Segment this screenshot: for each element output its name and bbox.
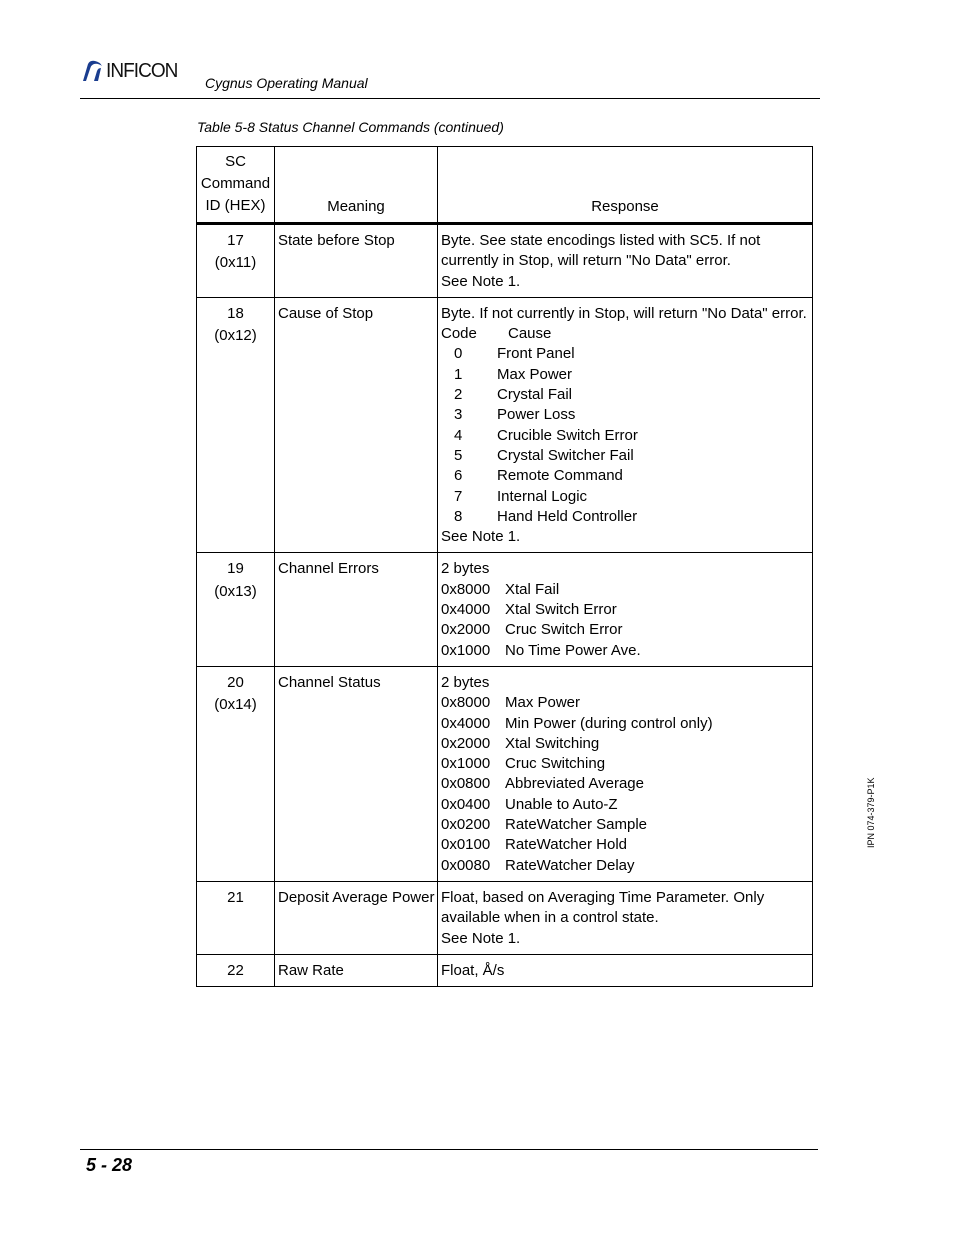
table-caption: Table 5-8 Status Channel Commands (continued) <box>197 119 504 135</box>
response-note: See Note 1. <box>441 528 521 546</box>
command-id-cell <box>197 297 275 553</box>
bit-item: 0x0080 RateWatcher Delay <box>441 856 635 874</box>
manual-title: Cygnus Operating Manual <box>205 75 368 91</box>
table-row <box>197 954 813 986</box>
response-text: Byte. See state encodings listed with SC5. If not currently in Stop, will return "No Data" error. <box>441 232 761 270</box>
bit-item: 0x2000 Cruc Switch Error <box>441 621 623 639</box>
meaning-cell: Channel Status <box>275 666 438 881</box>
command-id-cell <box>197 553 275 666</box>
meaning-cell: State before Stop <box>275 224 438 298</box>
column-header-meaning: Meaning <box>275 147 438 224</box>
bit-item: 0x1000 No Time Power Ave. <box>441 641 641 659</box>
bit-item: 0x0400 Unable to Auto-Z <box>441 795 618 813</box>
brand-name: INFICON <box>106 60 178 82</box>
command-id: 19 <box>227 560 244 578</box>
column-header-id-line: Command <box>200 175 271 192</box>
command-hex: (0x11) <box>214 254 257 272</box>
meaning-cell: Cause of Stop <box>275 297 438 553</box>
status-channel-commands-table <box>196 146 813 987</box>
response-text: Float, based on Averaging Time Parameter. Only available when in a control state. <box>441 888 765 927</box>
command-id-cell <box>197 954 275 986</box>
command-id: 17 <box>227 232 244 249</box>
command-id-cell <box>197 666 275 881</box>
bit-item: 0x4000 Min Power (during control only) <box>441 714 713 732</box>
inficon-swoosh-icon <box>80 60 104 82</box>
bit-item: 0x8000 Xtal Fail <box>441 580 560 598</box>
ipn-side-label: IPN 074-379-P1K <box>866 777 876 848</box>
command-id: 20 <box>227 673 244 691</box>
response-note: See Note 1. <box>441 272 521 290</box>
cause-item: 1 Max Power <box>454 365 573 383</box>
command-hex: (0x14) <box>214 696 257 714</box>
response-cell <box>438 666 813 881</box>
table-row <box>197 224 813 298</box>
bit-item: 0x8000 Max Power <box>441 694 581 712</box>
response-cell <box>438 954 813 986</box>
meaning-cell: Raw Rate <box>275 954 438 986</box>
page-number: 5 - 28 <box>86 1155 133 1175</box>
column-header-id-line: SC <box>225 153 246 170</box>
command-id-cell <box>197 224 275 298</box>
bit-item: 0x0100 RateWatcher Hold <box>441 836 627 854</box>
cause-item: 7 Internal Logic <box>454 487 588 505</box>
command-id: 22 <box>227 961 244 979</box>
response-note: See Note 1. <box>441 929 521 947</box>
command-hex: (0x13) <box>214 582 257 600</box>
footer-divider <box>80 1149 818 1150</box>
command-id-cell <box>197 881 275 954</box>
inficon-logo <box>80 59 181 83</box>
bit-item: 0x0800 Abbreviated Average <box>441 775 644 793</box>
command-hex: (0x12) <box>214 327 257 345</box>
column-header-response: Response <box>438 147 813 224</box>
bit-item: 0x4000 Xtal Switch Error <box>441 601 617 619</box>
meaning-cell: Deposit Average Power <box>275 881 438 954</box>
table-row <box>197 881 813 954</box>
cause-item: 8 Hand Held Controller <box>454 507 638 525</box>
command-id: 18 <box>227 304 244 322</box>
cause-item: 3 Power Loss <box>454 406 576 424</box>
bit-item: 0x2000 Xtal Switching <box>441 734 600 752</box>
meaning-cell: Channel Errors <box>275 553 438 666</box>
cause-header: Code Cause <box>441 325 552 343</box>
header-divider <box>80 98 820 99</box>
cause-item: 6 Remote Command <box>454 467 623 485</box>
command-id: 21 <box>227 888 244 906</box>
cause-item: 2 Crystal Fail <box>454 386 573 404</box>
response-cell <box>438 297 813 553</box>
bit-item: 0x1000 Cruc Switching <box>441 755 606 773</box>
response-text: Float, Å/s <box>441 961 505 979</box>
response-cell <box>438 224 813 298</box>
table-row <box>197 297 813 553</box>
column-header-id <box>197 147 275 224</box>
cause-item: 4 Crucible Switch Error <box>454 426 638 444</box>
response-text: 2 bytes <box>441 673 490 691</box>
column-header-id-line: ID (HEX) <box>205 197 266 214</box>
response-text: Byte. If not currently in Stop, will return "No Data" error. <box>441 304 807 322</box>
table-row <box>197 666 813 881</box>
response-cell <box>438 881 813 954</box>
table-row <box>197 553 813 666</box>
response-cell <box>438 553 813 666</box>
cause-item: 0 Front Panel <box>454 345 575 363</box>
bit-item: 0x0200 RateWatcher Sample <box>441 816 648 834</box>
response-text: 2 bytes <box>441 560 490 578</box>
table-header-row <box>197 147 813 224</box>
cause-item: 5 Crystal Switcher Fail <box>454 446 634 464</box>
